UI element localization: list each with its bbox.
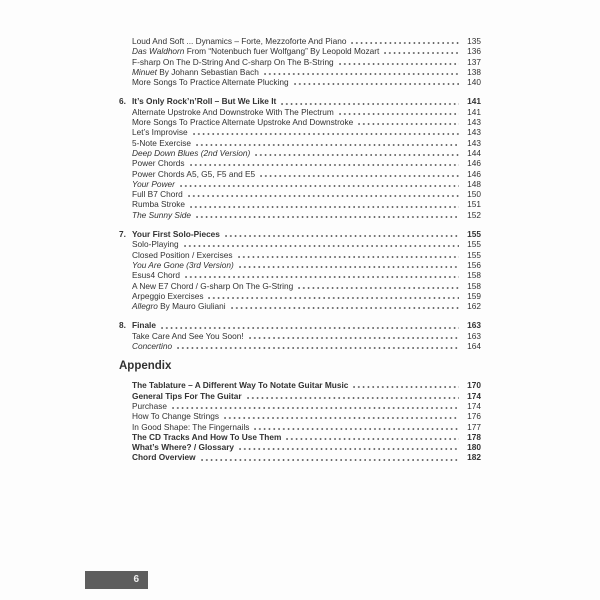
toc-section-number: 8.: [119, 320, 126, 331]
toc-entry-text: Power Chords A5, G5, F5 and E5: [132, 168, 256, 179]
toc-page-number: 156: [467, 259, 481, 270]
toc-row: [119, 158, 481, 168]
toc-page-number: 143: [467, 137, 481, 148]
toc-page-number: 164: [467, 341, 481, 352]
dot-leader: [294, 83, 459, 85]
toc-entry-label: [132, 210, 191, 220]
dot-leader: [339, 63, 459, 65]
toc-page-number: 159: [467, 290, 481, 301]
toc-entry-label: [132, 67, 259, 77]
toc-entry-text: Let’s Improvise: [132, 127, 188, 138]
dot-leader: [172, 407, 459, 409]
toc-entry-label: [132, 229, 220, 239]
dot-leader: [358, 123, 459, 125]
toc-page-number: 141: [467, 96, 481, 107]
toc-section: [119, 229, 481, 311]
toc-entry-label: [132, 260, 234, 270]
toc-entry-text: Concertino: [132, 341, 173, 352]
dot-leader: [384, 52, 459, 54]
toc-entry-text: Deep Down Blues (2nd Version): [132, 147, 251, 158]
toc-page-number: 151: [467, 199, 481, 210]
toc-page-number: 141: [467, 106, 481, 117]
toc-page-number: 182: [467, 452, 481, 463]
dot-leader: [225, 235, 459, 237]
toc-entry-label: [132, 291, 203, 301]
toc-row: [119, 229, 481, 239]
toc-row: [119, 199, 481, 209]
page-number-box: [85, 571, 148, 589]
toc-entry-label: [132, 380, 348, 390]
toc-sections: [119, 36, 481, 351]
toc-row: [119, 432, 481, 442]
toc-entry-text: Esus4 Chord: [132, 270, 180, 281]
toc-entry-label: [132, 411, 219, 421]
toc-entry-label: [132, 320, 156, 330]
toc-row: [119, 148, 481, 158]
toc-entry-label: [132, 138, 191, 148]
toc-page-number: 146: [467, 158, 481, 169]
toc-entry-label: [132, 117, 353, 127]
toc-entry-text: By Johann Sebastian Bach: [156, 66, 259, 77]
dot-leader: [224, 417, 459, 419]
toc-page-number: 146: [467, 168, 481, 179]
toc-entry-text: Your First Solo-Pieces: [132, 229, 220, 240]
toc-entry-label: [132, 239, 179, 249]
toc-row: [119, 57, 481, 67]
toc-row: [119, 138, 481, 148]
toc-page-number: 155: [467, 229, 481, 240]
toc-page-number: 178: [467, 431, 481, 442]
toc-entry-label: [132, 301, 226, 311]
toc-entry-label: [132, 46, 379, 56]
dot-leader: [193, 133, 459, 135]
dot-leader: [264, 73, 459, 75]
toc-entry-text: Das Waldhorn: [132, 46, 185, 57]
dot-leader: [184, 245, 459, 247]
page-number: 6: [133, 574, 139, 585]
dot-leader: [190, 164, 459, 166]
toc-row: [119, 452, 481, 462]
dot-leader: [177, 347, 459, 349]
toc-entry-text: More Songs To Practice Alternate Upstroke And Downstroke: [132, 117, 354, 128]
toc-section-number: 7.: [119, 229, 126, 240]
toc-row: [119, 391, 481, 401]
toc-page-number: 158: [467, 270, 481, 281]
toc-page-number: 148: [467, 178, 481, 189]
dot-leader: [249, 337, 459, 339]
toc-entry-text: 5-Note Exercise: [132, 137, 192, 148]
toc-entry-text: It’s Only Rock’n’Roll – But We Like It: [132, 96, 277, 107]
toc-row: [119, 442, 481, 452]
toc-page-number: 143: [467, 127, 481, 138]
dot-leader: [161, 327, 459, 329]
toc-entry-label: [132, 199, 185, 209]
table-of-contents: [119, 36, 481, 463]
toc-page-number: 135: [467, 36, 481, 46]
toc-row: [119, 411, 481, 421]
dot-leader: [247, 397, 459, 399]
toc-page-number: 177: [467, 421, 481, 432]
toc-row: [119, 320, 481, 330]
toc-entry-text: F-sharp On The D-String And C-sharp On The B-String: [132, 56, 334, 67]
toc-page-number: 136: [467, 46, 481, 57]
appendix-items: [119, 380, 481, 462]
toc-entry-text: More Songs To Practice Alternate Plucking: [132, 77, 289, 88]
dot-leader: [180, 185, 459, 187]
toc-entry-label: [132, 96, 276, 106]
toc-page-number: 158: [467, 280, 481, 291]
toc-entry-label: [132, 148, 250, 158]
toc-row: [119, 117, 481, 127]
toc-entry-text: Alternate Upstroke And Downstroke With The Plectrum: [132, 106, 334, 117]
toc-entry-text: Full B7 Chord: [132, 189, 183, 200]
toc-entry-text: Power Chords: [132, 158, 185, 169]
toc-entry-label: [132, 158, 185, 168]
toc-entry-text: Closed Position / Exercises: [132, 249, 233, 260]
toc-row: [119, 179, 481, 189]
toc-row: [119, 67, 481, 77]
toc-entry-label: [132, 452, 196, 462]
dot-leader: [201, 459, 459, 461]
toc-page-number: 155: [467, 239, 481, 250]
toc-row: [119, 189, 481, 199]
toc-row: [119, 169, 481, 179]
toc-row: [119, 36, 481, 46]
toc-entry-label: [132, 77, 289, 87]
toc-page-number: 152: [467, 209, 481, 220]
toc-row: [119, 96, 481, 106]
toc-entry-label: [132, 57, 334, 67]
toc-entry-label: [132, 432, 281, 442]
toc-entry-label: [132, 179, 175, 189]
dot-leader: [231, 307, 459, 309]
toc-page-number: 163: [467, 320, 481, 331]
toc-entry-text: From “Notenbuch fuer Wolfgang” By Leopold Mozart: [184, 46, 380, 57]
toc-entry-label: [132, 391, 242, 401]
toc-row: [119, 239, 481, 249]
toc-row: [119, 301, 481, 311]
dot-leader: [185, 276, 459, 278]
toc-page-number: 140: [467, 77, 481, 88]
toc-row: [119, 401, 481, 411]
toc-entry-text: The Tablature – A Different Way To Notate Guitar Music: [132, 380, 349, 391]
toc-page-number: 163: [467, 330, 481, 341]
toc-entry-text: How To Change Strings: [132, 411, 220, 422]
dot-leader: [190, 206, 459, 208]
dot-leader: [196, 144, 459, 146]
toc-entry-label: [132, 189, 183, 199]
dot-leader: [281, 103, 459, 105]
toc-entry-label: [132, 107, 334, 117]
toc-section: [119, 36, 481, 87]
toc-entry-label: [132, 127, 188, 137]
toc-entry-text: Your Power: [132, 178, 175, 189]
toc-entry-text: The Sunny Side: [132, 209, 192, 220]
toc-row: [119, 291, 481, 301]
dot-leader: [298, 287, 459, 289]
dot-leader: [339, 113, 459, 115]
toc-entry-label: [132, 401, 167, 411]
toc-entry-text: Take Care And See You Soon!: [132, 330, 244, 341]
toc-row: [119, 260, 481, 270]
toc-entry-text: What’s Where? / Glossary: [132, 442, 235, 453]
toc-entry-text: Purchase: [132, 400, 168, 411]
toc-page-number: 150: [467, 189, 481, 200]
toc-entry-text: In Good Shape: The Fingernails: [132, 421, 250, 432]
toc-section: [119, 96, 481, 220]
toc-page-number: 174: [467, 390, 481, 401]
toc-entry-text: General Tips For The Guitar: [132, 390, 242, 401]
toc-page-number: 162: [467, 301, 481, 312]
toc-page-number: 174: [467, 400, 481, 411]
toc-entry-text: By Mauro Giuliani: [157, 301, 226, 312]
toc-page-number: 176: [467, 411, 481, 422]
toc-entry-label: [132, 270, 180, 280]
toc-row: [119, 46, 481, 56]
dot-leader: [255, 154, 459, 156]
toc-entry-text: You Are Gone (3rd Version): [132, 259, 234, 270]
toc-row: [119, 422, 481, 432]
toc-entry-text: Chord Overview: [132, 452, 196, 463]
dot-leader: [351, 42, 459, 44]
toc-row: [119, 77, 481, 87]
toc-entry-text: Finale: [132, 320, 156, 331]
toc-entry-text: Allegro: [132, 301, 158, 312]
dot-leader: [353, 386, 459, 388]
toc-entry-text: Arpeggio Exercises: [132, 290, 204, 301]
toc-entry-label: [132, 442, 234, 452]
toc-page-number: 180: [467, 442, 481, 453]
toc-page-number: 137: [467, 56, 481, 67]
toc-entry-label: [132, 341, 172, 351]
toc-page-number: 144: [467, 147, 481, 158]
toc-entry-label: [132, 169, 255, 179]
toc-row: [119, 341, 481, 351]
toc-entry-text: The CD Tracks And How To Use Them: [132, 431, 282, 442]
toc-entry-text: Solo-Playing: [132, 239, 179, 250]
dot-leader: [238, 256, 459, 258]
dot-leader: [208, 297, 459, 299]
toc-entry-label: [132, 36, 346, 46]
toc-row: [119, 107, 481, 117]
dot-leader: [239, 448, 459, 450]
dot-leader: [260, 175, 459, 177]
toc-entry-label: [132, 250, 233, 260]
appendix-heading: Appendix: [119, 360, 172, 373]
toc-entry-text: A New E7 Chord / G-sharp On The G-String: [132, 280, 294, 291]
toc-entry-text: Minuet: [132, 66, 157, 77]
dot-leader: [188, 195, 459, 197]
toc-page-number: 155: [467, 249, 481, 260]
toc-page-number: 170: [467, 380, 481, 391]
toc-row: [119, 281, 481, 291]
toc-entry-text: Loud And Soft ... Dynamics – Forte, Mezzoforte And Piano: [132, 36, 347, 46]
toc-entry-text: Rumba Stroke: [132, 199, 186, 210]
toc-row: [119, 380, 481, 390]
toc-section: [119, 320, 481, 351]
toc-row: [119, 331, 481, 341]
toc-page-number: 143: [467, 117, 481, 128]
toc-row: [119, 210, 481, 220]
toc-row: [119, 270, 481, 280]
toc-row: [119, 127, 481, 137]
dot-leader: [196, 216, 459, 218]
dot-leader: [254, 428, 459, 430]
toc-entry-label: [132, 331, 244, 341]
toc-section-number: 6.: [119, 96, 126, 107]
toc-row: [119, 250, 481, 260]
toc-entry-label: [132, 281, 293, 291]
dot-leader: [286, 438, 459, 440]
toc-entry-label: [132, 422, 249, 432]
dot-leader: [239, 266, 459, 268]
toc-page-number: 138: [467, 66, 481, 77]
